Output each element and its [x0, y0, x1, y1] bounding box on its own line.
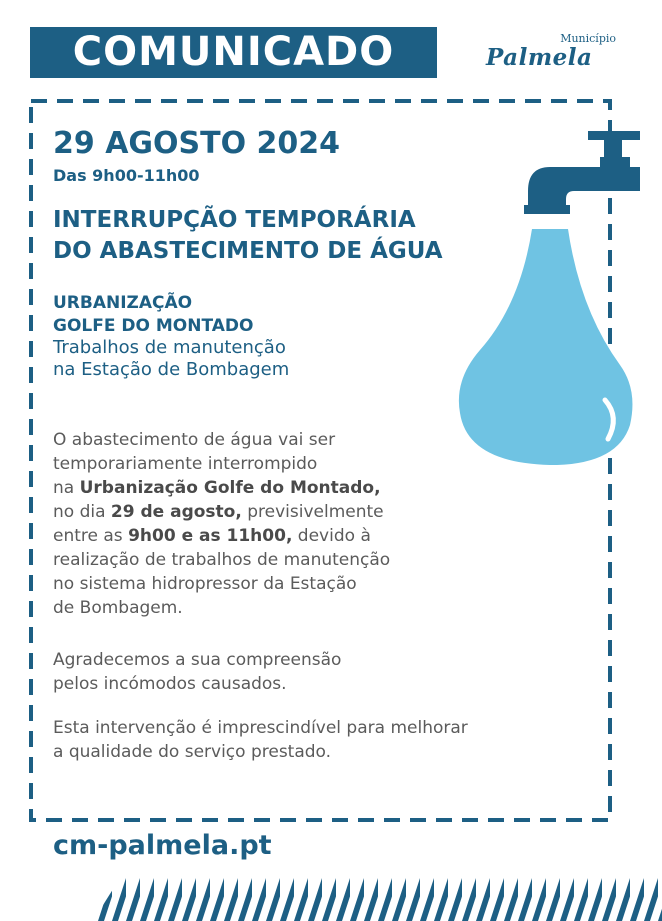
body-line-3 — [53, 476, 523, 500]
body-line-4 — [53, 500, 523, 524]
notice-date: 29 AGOSTO 2024 — [53, 126, 341, 161]
body-bold-date: 29 de agosto, — [110, 502, 242, 522]
closing-paragraph — [53, 716, 468, 764]
body-paragraph — [53, 428, 523, 620]
thanks-paragraph — [53, 648, 341, 696]
body-line-6: realização de trabalhos de manutenção — [53, 550, 391, 570]
location-line-2: GOLFE DO MONTADO — [53, 316, 254, 336]
body-text-segment: previsivelmente — [241, 502, 384, 522]
logo-municipio-text: Município — [560, 32, 616, 45]
location-title — [53, 292, 253, 338]
body-text-segment: no dia — [53, 502, 111, 522]
closing-line-1: Esta intervenção é imprescindível para melhorar — [53, 718, 468, 738]
work-line-2: na Estação de Bombagem — [53, 359, 290, 380]
headline-line-1: INTERRUPÇÃO TEMPORÁRIA — [53, 207, 416, 233]
body-line-5 — [53, 524, 523, 548]
body-line-8: de Bombagem. — [53, 598, 183, 618]
location-line-1: URBANIZAÇÃO — [53, 293, 193, 313]
comunicado-banner: COMUNICADO — [30, 27, 437, 78]
work-description — [53, 337, 289, 381]
work-line-1: Trabalhos de manutenção — [53, 337, 286, 358]
body-line-7: no sistema hidropressor da Estação — [53, 574, 357, 594]
thanks-line-2: pelos incómodos causados. — [53, 674, 287, 694]
body-line-2: temporariamente interrompido — [53, 454, 318, 474]
notice-headline — [53, 205, 443, 267]
headline-line-2: DO ABASTECIMENTO DE ÁGUA — [53, 238, 443, 264]
notice-hours: Das 9h00-11h00 — [53, 166, 200, 185]
body-text-segment: entre as — [53, 526, 129, 546]
body-line-1: O abastecimento de água vai ser — [53, 430, 336, 450]
body-bold-hours: 9h00 e as 11h00, — [128, 526, 293, 546]
logo-palmela-text: Palmela — [486, 44, 593, 71]
water-tap-drop-icon — [440, 125, 640, 479]
tap-drop-graphic — [440, 125, 640, 475]
body-bold-location: Urbanização Golfe do Montado, — [79, 478, 381, 498]
body-text-segment: na — [53, 478, 80, 498]
body-text-segment: devido à — [292, 526, 371, 546]
thanks-line-1: Agradecemos a sua compreensão — [53, 650, 342, 670]
closing-line-2: a qualidade do serviço prestado. — [53, 742, 332, 762]
diagonal-stripes-decoration — [0, 878, 662, 921]
website-link[interactable]: cm-palmela.pt — [53, 830, 272, 861]
